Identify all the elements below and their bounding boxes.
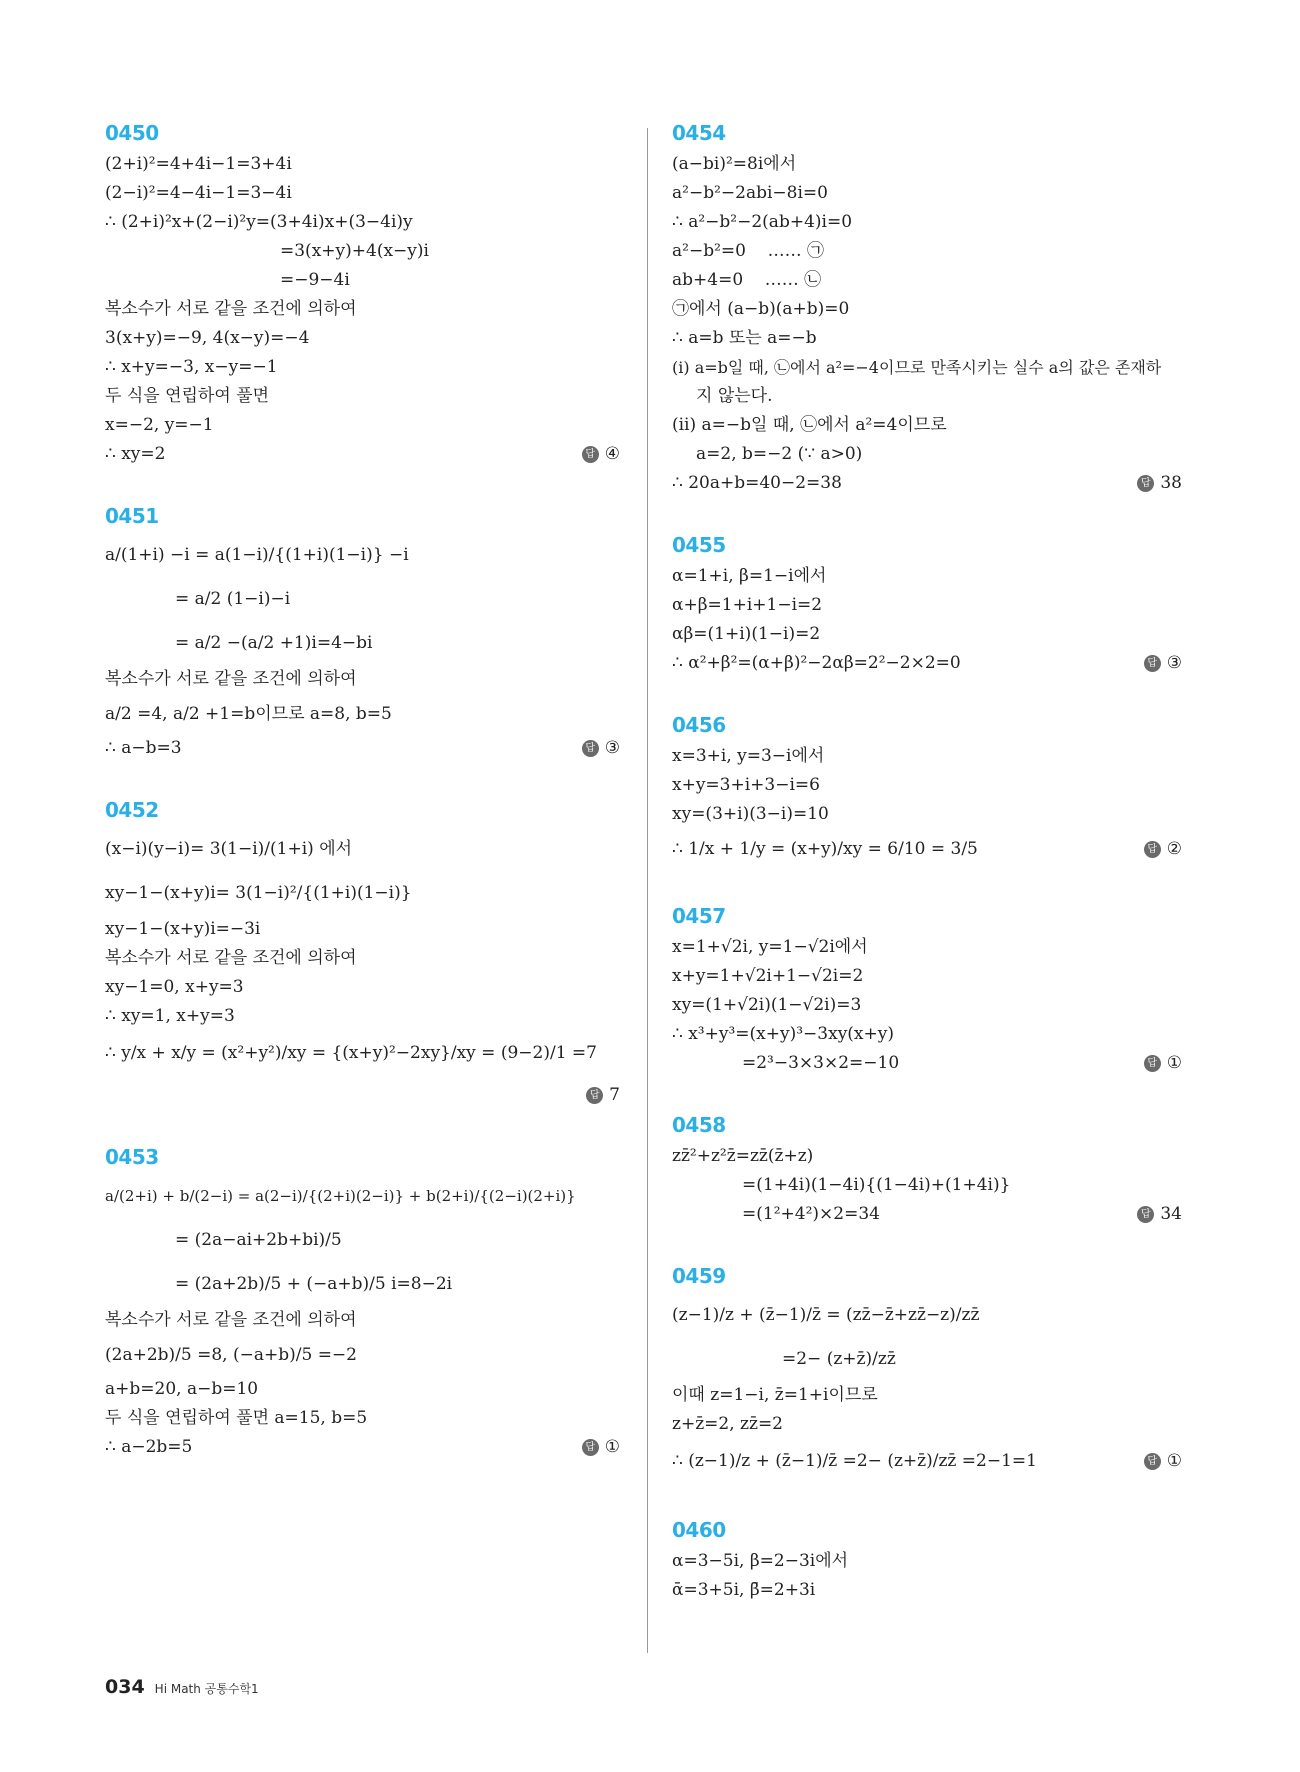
problem-number: 0454	[672, 121, 726, 145]
solution-line: (z−1)/z + (z̄−1)/z̄ = (zz̄−z̄+zz̄−z)/zz̄	[672, 1305, 980, 1325]
answer	[105, 1081, 620, 1110]
answer	[582, 1433, 620, 1462]
solution-line: ∴ a²−b²−2(ab+4)i=0	[672, 212, 853, 232]
problem-number: 0457	[672, 904, 726, 928]
problem-0454	[672, 120, 1182, 498]
problem-0452	[105, 797, 620, 1110]
solution-line: =(1+4i)(1−4i){(1−4i)+(1+4i)}	[742, 1175, 1011, 1195]
solution-line: xy−1=0, x+y=3	[105, 977, 244, 997]
answer-value: 7	[609, 1085, 620, 1105]
problem-number: 0453	[105, 1145, 159, 1169]
problem-0455	[672, 532, 1182, 678]
solution-line: ∴ x+y=−3, x−y=−1	[105, 357, 278, 377]
solution-line: ∴ (2+i)²x+(2−i)²y=(3+4i)x+(3−4i)y	[105, 212, 413, 232]
page-number: 034	[105, 1676, 145, 1698]
solution-line: (a−bi)²=8i에서	[672, 154, 797, 174]
solution-line: ∴ x³+y³=(x+y)³−3xy(x+y)	[672, 1024, 894, 1044]
answer	[1144, 649, 1182, 678]
solution-line: xy=(1+√2i)(1−√2i)=3	[672, 995, 862, 1015]
solution-line: a=2, b=−2 (∵ a>0)	[696, 444, 863, 464]
solution-line: 복소수가 서로 같을 조건에 의하여	[105, 299, 357, 319]
page-footer	[105, 1676, 259, 1698]
solution-line: xy=(3+i)(3−i)=10	[672, 804, 829, 824]
answer-badge-icon: 답	[1137, 475, 1154, 492]
solution-line: (2−i)²=4−4i−1=3−4i	[105, 183, 292, 203]
solution-line: = (2a+2b)/5 + (−a+b)/5 i=8−2i	[175, 1274, 453, 1294]
problem-number: 0456	[672, 713, 726, 737]
solution-line: ∴ 1/x + 1/y = (x+y)/xy = 6/10 = 3/5	[672, 839, 978, 859]
solution-line: a+b=20, a−b=10	[105, 1379, 259, 1399]
problem-0456	[672, 712, 1182, 869]
solution-line: =3(x+y)+4(x−y)i	[280, 241, 429, 261]
problem-0450	[105, 120, 620, 469]
solution-line: (ⅰ) a=b일 때, ㉡에서 a²=−4이므로 만족시키는 실수 a의 값은 존재하	[672, 358, 1162, 377]
solution-line: x=1+√2i, y=1−√2i에서	[672, 937, 868, 957]
solution-line: a/2 =4, a/2 +1=b이므로 a=8, b=5	[105, 704, 392, 724]
solution-line: αβ=(1+i)(1−i)=2	[672, 624, 821, 644]
solution-line: 두 식을 연립하여 풀면 a=15, b=5	[105, 1408, 368, 1428]
solution-line: = a/2 (1−i)−i	[175, 589, 291, 609]
answer-value: 38	[1160, 473, 1182, 493]
answer-value: ③	[604, 738, 620, 758]
solution-line: a²−b²=0 …… ㉠	[672, 241, 824, 261]
solution-line: 복소수가 서로 같을 조건에 의하여	[105, 948, 357, 968]
solution-line: =(1²+4²)×2=34	[742, 1204, 880, 1224]
solution-line: 이때 z=1−i, z̄=1+i이므로	[672, 1385, 878, 1405]
solution-line: 복소수가 서로 같을 조건에 의하여	[105, 1310, 357, 1330]
solution-line: ∴ a−2b=5	[105, 1437, 193, 1457]
solution-line: z+z̄=2, zz̄=2	[672, 1414, 783, 1434]
solution-line: =−9−4i	[280, 270, 350, 290]
solution-line: 복소수가 서로 같을 조건에 의하여	[105, 669, 357, 689]
problem-number: 0459	[672, 1264, 726, 1288]
solution-line: zz̄²+z²z̄=zz̄(z̄+z)	[672, 1146, 814, 1166]
answer-value: ②	[1166, 839, 1182, 859]
answer	[582, 440, 620, 469]
solution-line: 두 식을 연립하여 풀면	[105, 386, 270, 406]
answer-badge-icon: 답	[1137, 1206, 1154, 1223]
problem-0458	[672, 1112, 1182, 1229]
solution-line: 지 않는다.	[696, 386, 773, 406]
solution-line: x=3+i, y=3−i에서	[672, 746, 825, 766]
answer-badge-icon: 답	[582, 740, 599, 757]
answer-badge-icon: 답	[1144, 1055, 1161, 1072]
answer	[1144, 835, 1182, 864]
problem-number: 0458	[672, 1113, 726, 1137]
answer-badge-icon: 답	[1144, 841, 1161, 858]
answer	[1137, 1200, 1182, 1229]
answer-badge-icon: 답	[1144, 655, 1161, 672]
solution-line: (x−i)(y−i)= 3(1−i)/(1+i) 에서	[105, 839, 353, 859]
answer-value: ①	[1166, 1451, 1182, 1471]
problem-0459	[672, 1263, 1182, 1483]
problem-0457	[672, 903, 1182, 1078]
solution-line: α+β=1+i+1−i=2	[672, 595, 823, 615]
problem-number: 0460	[672, 1518, 726, 1542]
solution-line: ∴ xy=1, x+y=3	[105, 1006, 235, 1026]
solution-line: (2a+2b)/5 =8, (−a+b)/5 =−2	[105, 1345, 357, 1365]
problem-0453	[105, 1144, 620, 1462]
solution-line: =2− (z+z̄)/zz̄	[782, 1349, 896, 1369]
solution-line: ∴ a=b 또는 a=−b	[672, 328, 817, 348]
problem-number: 0450	[105, 121, 159, 145]
solution-line: ∴ a−b=3	[105, 738, 182, 758]
solution-line: =2³−3×3×2=−10	[742, 1053, 900, 1073]
answer-value: ①	[1166, 1053, 1182, 1073]
solution-line: ∴ α²+β²=(α+β)²−2αβ=2²−2×2=0	[672, 653, 961, 673]
problem-0460	[672, 1517, 1182, 1605]
book-title: Hi Math 공통수학1	[154, 1682, 259, 1696]
solution-line: α=3−5i, β=2−3i에서	[672, 1551, 849, 1571]
solution-line: ∴ 20a+b=40−2=38	[672, 473, 842, 493]
answer-value: ③	[1166, 653, 1182, 673]
solution-line: ∴ y/x + x/y = (x²+y²)/xy = {(x+y)²−2xy}/xy = (9−2)/1 =7	[105, 1043, 597, 1063]
solution-line: a/(1+i) −i = a(1−i)/{(1+i)(1−i)} −i	[105, 545, 409, 565]
solution-line: α=1+i, β=1−i에서	[672, 566, 827, 586]
solution-line: ㉠에서 (a−b)(a+b)=0	[672, 299, 850, 319]
answer-value: ①	[604, 1437, 620, 1457]
answer	[1144, 1049, 1182, 1078]
left-column	[105, 120, 620, 1496]
problem-number: 0452	[105, 798, 159, 822]
solution-line: a²−b²−2abi−8i=0	[672, 183, 828, 203]
solution-line: (ⅱ) a=−b일 때, ㉡에서 a²=4이므로	[672, 415, 947, 435]
solution-line: = (2a−ai+2b+bi)/5	[175, 1230, 342, 1250]
solution-line: x+y=1+√2i+1−√2i=2	[672, 966, 864, 986]
solution-line: x=−2, y=−1	[105, 415, 214, 435]
answer	[582, 734, 620, 763]
problem-number: 0451	[105, 504, 159, 528]
solution-line: (2+i)²=4+4i−1=3+4i	[105, 154, 292, 174]
answer-badge-icon: 답	[582, 1439, 599, 1456]
solution-line: ∴ xy=2	[105, 444, 166, 464]
solution-line: ᾱ=3+5i, β̄=2+3i	[672, 1580, 816, 1600]
answer-value: 34	[1160, 1204, 1182, 1224]
answer-value: ④	[604, 444, 620, 464]
solution-line: xy−1−(x+y)i= 3(1−i)²/{(1+i)(1−i)}	[105, 883, 412, 903]
answer	[1137, 469, 1182, 498]
column-divider	[647, 128, 648, 1653]
solution-line: xy−1−(x+y)i=−3i	[105, 919, 261, 939]
answer-badge-icon: 답	[1144, 1453, 1161, 1470]
solution-line: ab+4=0 …… ㉡	[672, 270, 822, 290]
answer-badge-icon: 답	[582, 446, 599, 463]
problem-0451	[105, 503, 620, 763]
solution-line: ∴ (z−1)/z + (z̄−1)/z̄ =2− (z+z̄)/zz̄ =2−1=1	[672, 1451, 1037, 1471]
right-column	[672, 120, 1182, 1639]
answer-badge-icon: 답	[586, 1087, 603, 1104]
problem-number: 0455	[672, 533, 726, 557]
solution-line: a/(2+i) + b/(2−i) = a(2−i)/{(2+i)(2−i)} + b(2+i)/{(2−i)(2+i)}	[105, 1187, 576, 1205]
solution-line: 3(x+y)=−9, 4(x−y)=−4	[105, 328, 310, 348]
solution-line: = a/2 −(a/2 +1)i=4−bi	[175, 633, 373, 653]
answer	[1144, 1447, 1182, 1476]
solution-line: x+y=3+i+3−i=6	[672, 775, 820, 795]
